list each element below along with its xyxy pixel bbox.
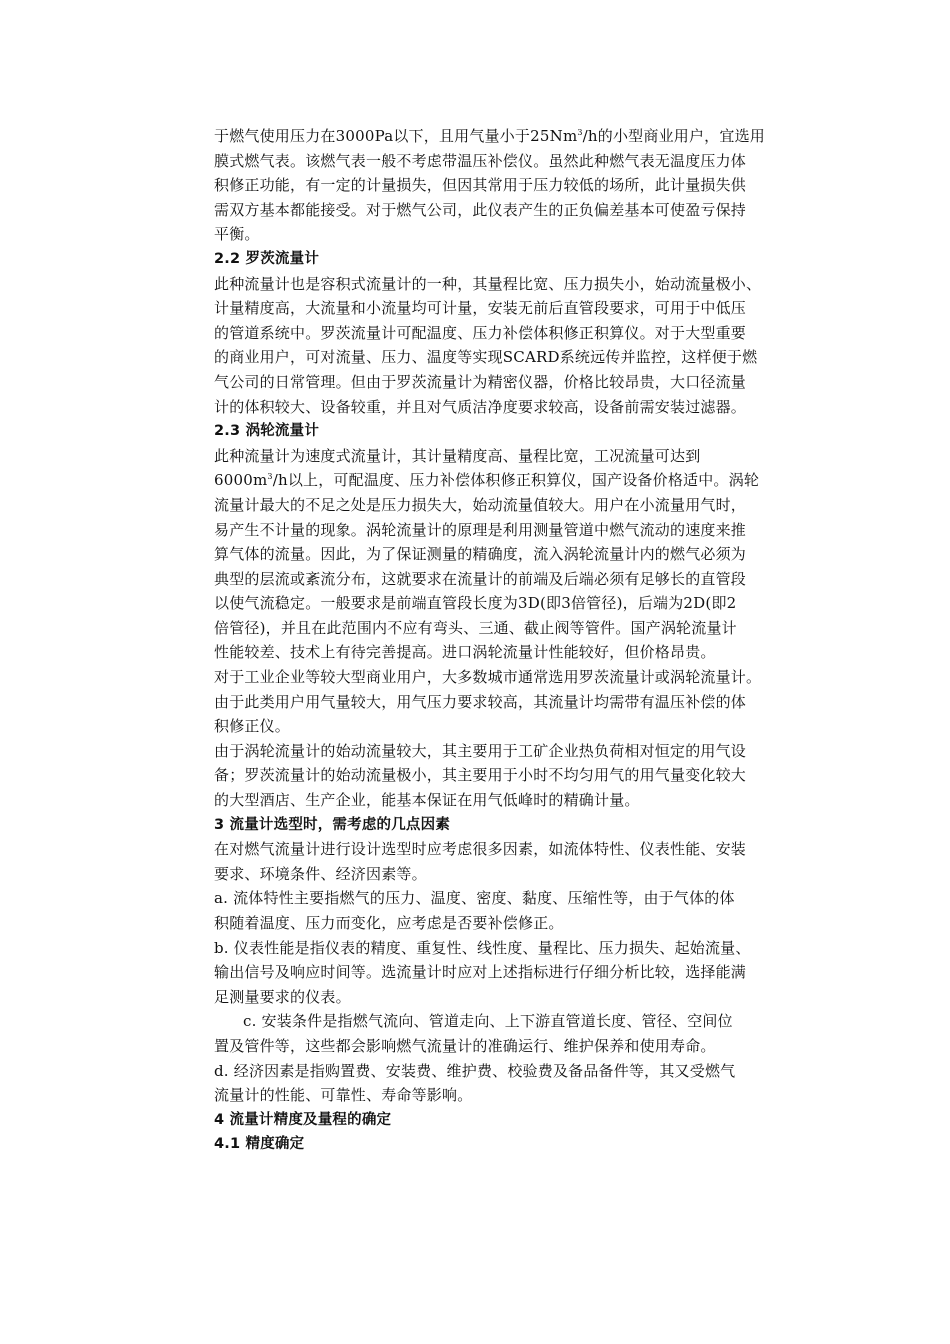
section-heading-turbine: 2.3 涡轮流量计	[214, 423, 320, 440]
text-line: 计量精度高，大流量和小流量均可计量，安装无前后直管段要求，可用于中低压	[214, 299, 747, 318]
text-line: 输出信号及响应时间等。选流量计时应对上述指标进行仔细分析比较，选择能满	[214, 963, 747, 982]
text-line: 的管道系统中。罗茨流量计可配温度、压力补偿体积修正积算仪。对于大型重要	[214, 323, 747, 342]
text-line: 备；罗茨流量计的始动流量极小，其主要用于小时不均匀用气的用气量变化较大	[214, 766, 747, 785]
superscript: 3	[577, 128, 583, 137]
text-line: 此种流量计为速度式流量计，其计量精度高、量程比宽，工况流量可达到	[214, 446, 701, 465]
text-line: 需双方基本都能接受。对于燃气公司，此仪表产生的正负偏差基本可使盈亏保持	[214, 200, 747, 219]
text-line: 平衡。	[214, 225, 260, 244]
text-line: 典型的层流或紊流分布，这就要求在流量计的前端及后端必须有足够长的直管段	[214, 569, 747, 588]
text-line: 计的体积较大、设备较重，并且对气质洁净度要求较高，设备前需安装过滤器。	[214, 397, 747, 416]
section-heading-roots: 2.2 罗茨流量计	[214, 250, 320, 267]
text-line: 对于工业企业等较大型商业用户，大多数城市通常选用罗茨流量计或涡轮流量计。	[214, 668, 762, 687]
text-line	[214, 124, 814, 149]
text-line: 算气体的流量。因此，为了保证测量的精确度，流入涡轮流量计内的燃气必须为	[214, 545, 747, 564]
text-line: 的大型酒店、生产企业，能基本保证在用气低峰时的精确计量。	[214, 791, 640, 810]
text-line: 气公司的日常管理。但由于罗茨流量计为精密仪器，价格比较昂贵，大口径流量	[214, 372, 747, 391]
text-line: 由于涡轮流量计的始动流量较大，其主要用于工矿企业热负荷相对恒定的用气设	[214, 741, 747, 760]
text-line: 以使气流稳定。一般要求是前端直管段长度为3D(即3倍管径)，后端为2D(即2	[214, 594, 737, 613]
text-line: 在对燃气流量计进行设计选型时应考虑很多因素，如流体特性、仪表性能、安装	[214, 840, 747, 859]
text-run: 于燃气使用压力在3000Pa以下，且用气量小于25Nm	[214, 127, 578, 145]
text-line: 要求、环境条件、经济因素等。	[214, 864, 427, 883]
text-line: 积修正功能，有一定的计量损失，但因其常用于压力较低的场所，此计量损失供	[214, 176, 747, 195]
text-line: 由于此类用户用气量较大，用气压力要求较高，其流量计均需带有温压补偿的体	[214, 692, 747, 711]
section-heading-selection: 3 流量计选型时，需考虑的几点因素	[214, 816, 451, 833]
text-line: 积随着温度、压力而变化，应考虑是否要补偿修正。	[214, 914, 564, 932]
text-run: /h的小型商业用户，宜选用	[582, 127, 765, 145]
text-line: 倍管径)，并且在此范围内不应有弯头、三通、截止阀等管件。国产涡轮流量计	[214, 618, 737, 637]
text-line: 膜式燃气表。该燃气表一般不考虑带温压补偿仪。虽然此种燃气表无温度压力体	[214, 151, 747, 170]
text-line: 流量计的性能、可靠性、寿命等影响。	[214, 1086, 473, 1105]
text-line: 性能较差、技术上有待完善提高。进口涡轮流量计性能较好，但价格昂贵。	[214, 643, 716, 662]
list-item-d: d. 经济因素是指购置费、安装费、维护费、校验费及备品备件等，其又受燃气	[214, 1061, 736, 1080]
text-line: 的商业用户，可对流量、压力、温度等实现SCARD系统远传并监控，这样便于燃	[214, 348, 758, 367]
text-run: 6000m	[214, 471, 268, 490]
section-heading-precision: 4 流量计精度及量程的确定	[214, 1111, 392, 1128]
subsection-heading-precision: 4.1 精度确定	[214, 1136, 305, 1153]
text-line: 积修正仪。	[214, 717, 291, 736]
text-line: 足测量要求的仪表。	[214, 987, 351, 1006]
text-run: /h以上，可配温度、压力补偿体积修正积算仪，国产设备价格适中。涡轮	[272, 471, 760, 490]
list-item-b: b. 仪表性能是指仪表的精度、重复性、线性度、量程比、压力损失、起始流量、	[214, 938, 751, 957]
document-body	[214, 124, 814, 1157]
text-line: 易产生不计量的现象。涡轮流量计的原理是利用测量管道中燃气流动的速度来推	[214, 520, 747, 539]
text-line	[214, 468, 814, 493]
text-line: 此种流量计也是容积式流量计的一种，其量程比宽、压力损失小，始动流量极小、	[214, 274, 762, 293]
text-line: 置及管件等，这些都会影响燃气流量计的准确运行、维护保养和使用寿命。	[214, 1036, 716, 1055]
superscript: 3	[267, 472, 273, 482]
text-line: 流量计最大的不足之处是压力损失大，始动流量值较大。用户在小流量用气时，	[214, 495, 747, 514]
list-item-c: c. 安装条件是指燃气流向、管道走向、上下游直管道长度、管径、空间位	[243, 1012, 733, 1031]
list-item-a: a. 流体特性主要指燃气的压力、温度、密度、黏度、压缩性等，由于气体的体	[214, 889, 735, 908]
